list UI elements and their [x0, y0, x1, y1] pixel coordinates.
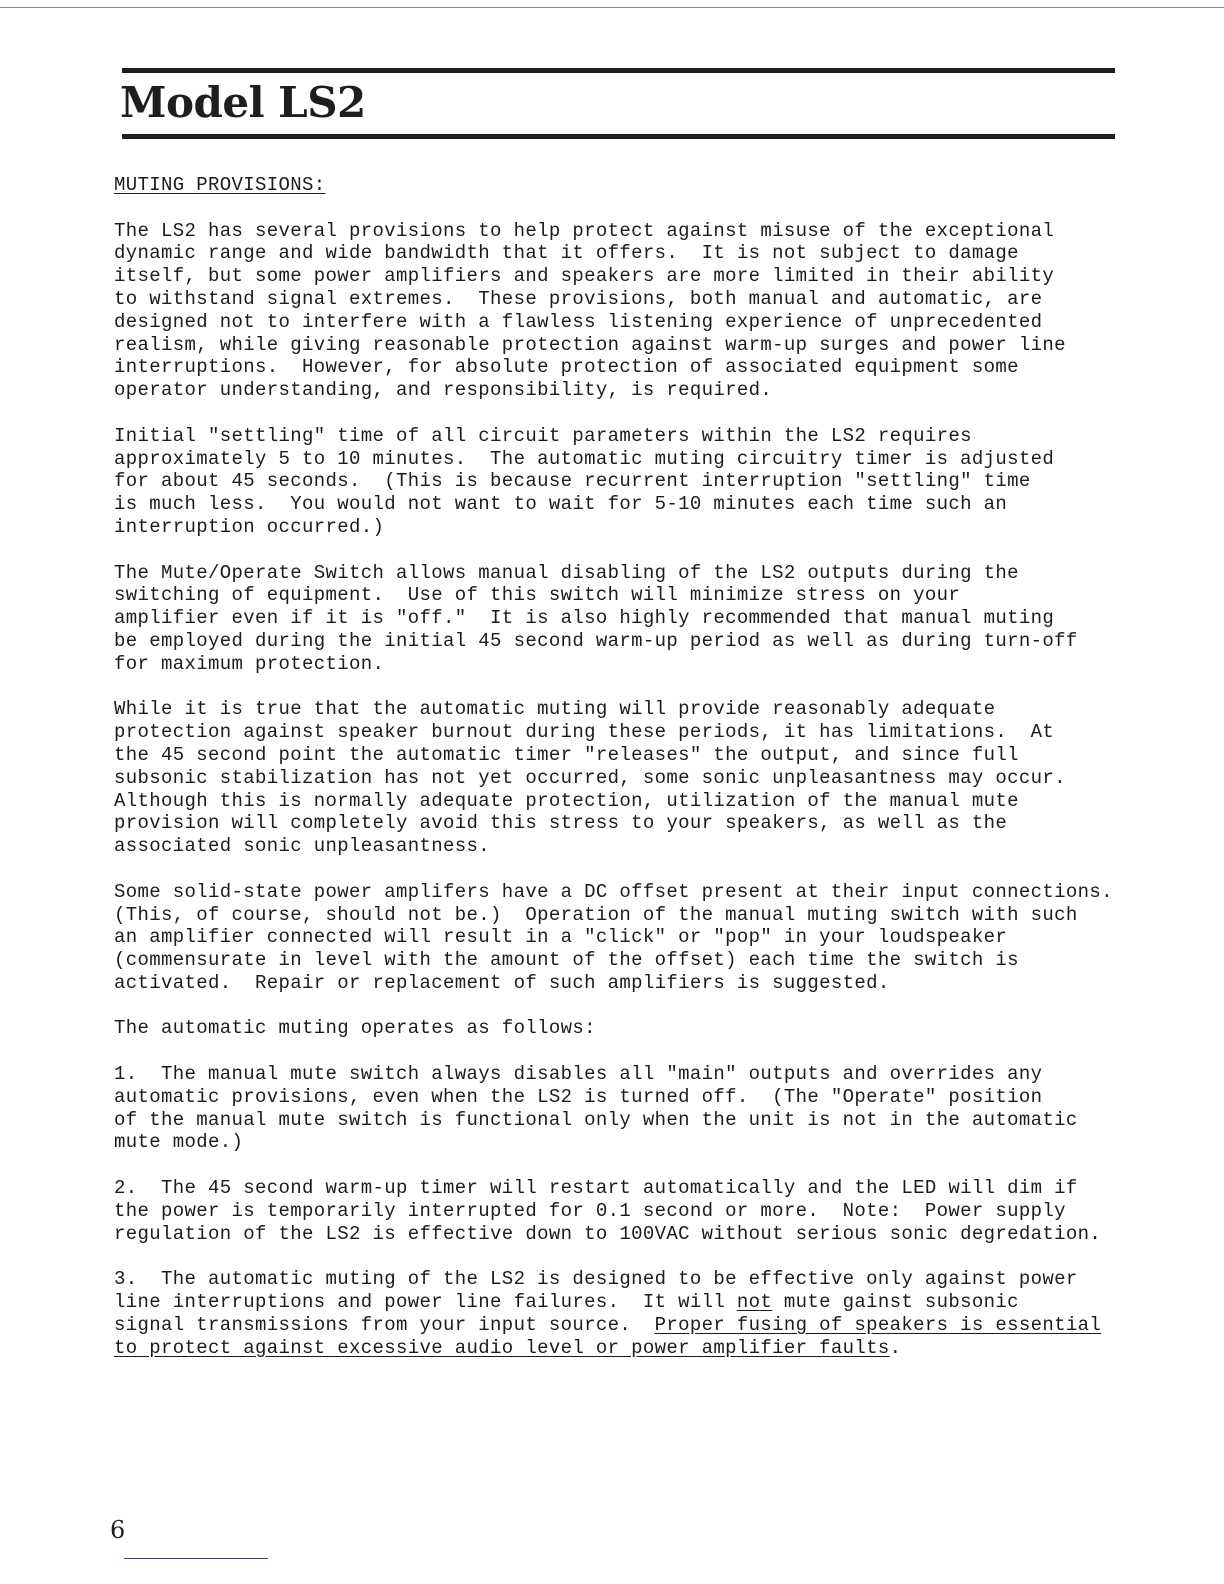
paragraph-line: mute mode.) [114, 1131, 244, 1154]
text-run: signal transmissions from your input source. [114, 1313, 655, 1336]
paragraph-line: interruptions. However, for absolute protection of associated equipment some [114, 356, 1019, 379]
paragraph-line: to withstand signal extremes. These provisions, both manual and automatic, are [114, 287, 1043, 310]
paragraph-line: for about 45 seconds. (This is because recurrent interruption "settling" time [114, 470, 1031, 493]
paragraph [114, 220, 1114, 402]
paragraph-line: approximately 5 to 10 minutes. The automatic muting circuitry timer is adjusted [114, 447, 1055, 470]
paragraph-item-3 [114, 1268, 1114, 1359]
paragraph [114, 1017, 1114, 1040]
paragraph-line: designed not to interfere with a flawless listening experience of unprecedented [114, 310, 1043, 333]
paragraph-line: provision will completely avoid this stress to your speakers, as well as the [114, 812, 1008, 835]
paragraph-line: operator understanding, and responsibility, is required. [114, 379, 773, 402]
paragraph-line: The automatic muting operates as follows: [114, 1017, 596, 1040]
page-number: 6 [110, 1516, 126, 1544]
paragraph [114, 881, 1114, 995]
document-body [114, 174, 1114, 1382]
paragraph-line: Initial "settling" time of all circuit parameters within the LS2 requires [114, 424, 972, 447]
paragraph-list [114, 220, 1114, 1246]
paragraph-line: switching of equipment. Use of this switch will minimize stress on your [114, 584, 961, 607]
paragraph-line: the power is temporarily interrupted for 0.1 second or more. Note: Power supply [114, 1199, 1066, 1222]
paragraph-line: associated sonic unpleasantness. [114, 835, 491, 858]
paragraph-line: regulation of the LS2 is effective down to 100VAC without serious sonic degredation. [114, 1222, 1102, 1245]
paragraph-line: protection against speaker burnout during these periods, it has limitations. At [114, 721, 1055, 744]
header-rule-bottom [122, 134, 1115, 139]
paragraph-line [114, 1337, 1114, 1360]
scan-edge-line [0, 7, 1224, 8]
text-run: mute gainst subsonic [772, 1291, 1019, 1314]
paragraph-line: itself, but some power amplifiers and speakers are more limited in their ability [114, 265, 1055, 288]
paragraph [114, 698, 1114, 858]
paragraph-line: The LS2 has several provisions to help protect against misuse of the exceptional [114, 219, 1055, 242]
paragraph-line: amplifier even if it is "off." It is also highly recommended that manual muting [114, 607, 1055, 630]
paragraph-line: subsonic stabilization has not yet occurred, some sonic unpleasantness may occur. [114, 766, 1066, 789]
paragraph-line: The Mute/Operate Switch allows manual disabling of the LS2 outputs during the [114, 561, 1019, 584]
fusing-warning-part1: Proper fusing of speakers is essential [654, 1313, 1102, 1336]
paragraph-line: While it is true that the automatic muting will provide reasonably adequate [114, 698, 996, 721]
paragraph-line: activated. Repair or replacement of such amplifiers is suggested. [114, 971, 890, 994]
paragraph-line: the 45 second point the automatic timer "releases" the output, and since full [114, 743, 1019, 766]
paragraph-line: 1. The manual mute switch always disables all "main" outputs and overrides any [114, 1063, 1043, 1086]
section-heading: MUTING PROVISIONS: [114, 174, 326, 196]
text-run: line interruptions and power line failures. It will [114, 1291, 737, 1314]
paragraph-line: realism, while giving reasonable protection against warm-up surges and power line [114, 333, 1066, 356]
emphasis-not: not [736, 1291, 773, 1314]
paragraph-line [114, 1314, 1114, 1337]
paragraph-line: for maximum protection. [114, 652, 385, 675]
paragraph-line: 2. The 45 second warm-up timer will restart automatically and the LED will dim if [114, 1177, 1078, 1200]
paragraph-line: Although this is normally adequate protection, utilization of the manual mute [114, 789, 1019, 812]
paragraph-line: automatic provisions, even when the LS2 is turned off. (The "Operate" position [114, 1085, 1043, 1108]
paragraph-line: 3. The automatic muting of the LS2 is designed to be effective only against power [114, 1268, 1078, 1291]
paragraph-line [114, 1291, 1114, 1314]
paragraph-line: (This, of course, should not be.) Operation of the manual muting switch with such [114, 903, 1078, 926]
paragraph-line: an amplifier connected will result in a "click" or "pop" in your loudspeaker [114, 926, 1008, 949]
paragraph [114, 425, 1114, 539]
paragraph-line: dynamic range and wide bandwidth that it offers. It is not subject to damage [114, 242, 1019, 265]
header-rule-top [122, 68, 1115, 73]
paragraph-line: of the manual mute switch is functional only when the unit is not in the automatic [114, 1108, 1078, 1131]
page-title: Model LS2 [120, 78, 366, 127]
paragraph [114, 1063, 1114, 1154]
footer-rule [124, 1558, 268, 1559]
paragraph-line: is much less. You would not want to wait for 5-10 minutes each time such an [114, 493, 1008, 516]
paragraph-line: be employed during the initial 45 second warm-up period as well as during turn-off [114, 629, 1078, 652]
fusing-warning-part2: to protect against excessive audio level or power amplifier faults [114, 1336, 890, 1359]
paragraph-line: Some solid-state power amplifers have a DC offset present at their input connections. [114, 880, 1113, 903]
paragraph-line: (commensurate in level with the amount of the offset) each time the switch is [114, 949, 1019, 972]
paragraph-line: interruption occurred.) [114, 515, 385, 538]
paragraph [114, 1177, 1114, 1245]
paragraph [114, 562, 1114, 676]
text-run: . [889, 1336, 902, 1359]
